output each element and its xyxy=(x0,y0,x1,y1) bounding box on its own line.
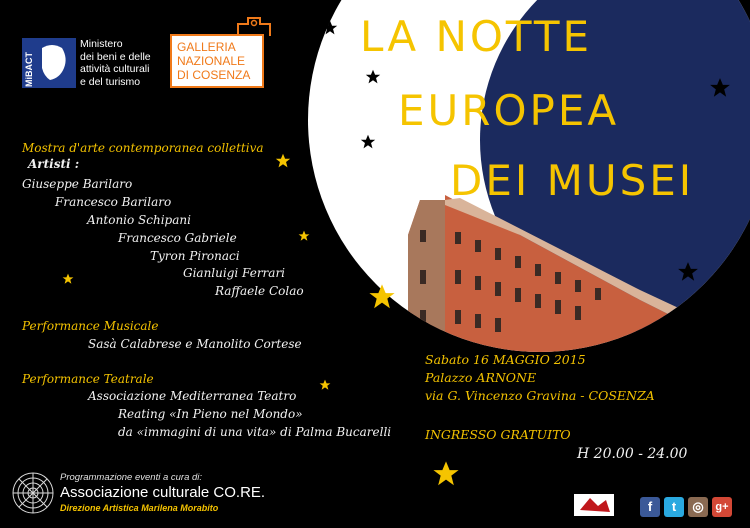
galleria-line: GALLERIA xyxy=(177,40,236,54)
sponsor-badge-icon xyxy=(574,494,614,516)
title-line-3: DEI MUSEI xyxy=(450,156,695,205)
theatre-heading: Performance Teatrale xyxy=(22,372,154,386)
organizer-direction: Direzione Artistica Marilena Morabito xyxy=(60,503,219,513)
artist-name: Francesco Barilaro xyxy=(55,195,172,209)
google-plus-icon[interactable]: g+ xyxy=(712,497,732,517)
ministry-line: Ministero xyxy=(80,38,123,50)
star-icon xyxy=(433,461,458,485)
event-address: via G. Vincenzo Gravina - COSENZA xyxy=(425,388,655,403)
star-icon xyxy=(63,274,74,284)
star-icon xyxy=(320,380,331,390)
theatre-line: Associazione Mediterranea Teatro xyxy=(88,389,297,403)
svg-text:MiBACT: MiBACT xyxy=(24,52,34,87)
event-date: Sabato 16 MAGGIO 2015 xyxy=(425,352,586,367)
ministry-name xyxy=(80,38,151,88)
ministry-line: dei beni e delle xyxy=(80,50,151,63)
artist-name: Raffaele Colao xyxy=(215,284,304,298)
mibact-logo xyxy=(22,38,76,88)
galleria-line: DI COSENZA xyxy=(177,68,251,82)
organizer-intro: Programmazione eventi a cura di: xyxy=(60,472,203,483)
title-line-2: EUROPEA xyxy=(398,86,620,135)
artists-label: Artisti : xyxy=(28,157,80,171)
artist-name: Gianluigi Ferrari xyxy=(183,266,286,280)
core-logo-icon xyxy=(13,473,53,513)
artist-name: Francesco Gabriele xyxy=(118,231,237,245)
theatre-line: Reating «In Pieno nel Mondo» xyxy=(118,407,303,421)
theatre-line: da «immagini di una vita» di Palma Bucarelli xyxy=(118,425,392,439)
twitter-icon[interactable]: t xyxy=(664,497,684,517)
artist-name: Giuseppe Barilaro xyxy=(22,177,133,191)
artist-name: Tyron Pironaci xyxy=(150,249,240,263)
instagram-icon[interactable]: ◎ xyxy=(688,497,708,517)
event-hours: H 20.00 - 24.00 xyxy=(577,446,688,462)
artist-name: Antonio Schipani xyxy=(87,213,191,227)
ministry-line: attività culturali xyxy=(80,63,150,75)
star-icon xyxy=(276,154,290,168)
organizer-name: Associazione culturale CO.RE. xyxy=(60,484,266,501)
mibact-emblem-icon xyxy=(22,38,76,88)
music-heading: Performance Musicale xyxy=(22,319,159,333)
title-line-1: LA NOTTE xyxy=(360,12,593,61)
event-venue: Palazzo ARNONE xyxy=(425,370,537,385)
galleria-line: NAZIONALE xyxy=(177,54,246,68)
star-icon xyxy=(299,231,310,241)
event-entry: INGRESSO GRATUITO xyxy=(425,427,571,442)
music-performers: Sasà Calabrese e Manolito Cortese xyxy=(88,337,302,351)
facebook-icon[interactable]: f xyxy=(640,497,660,517)
exhibition-heading: Mostra d'arte contemporanea collettiva xyxy=(22,141,264,155)
galleria-building-icon xyxy=(236,14,272,38)
ministry-line: e del turismo xyxy=(80,75,141,88)
galleria-logo xyxy=(170,34,264,88)
